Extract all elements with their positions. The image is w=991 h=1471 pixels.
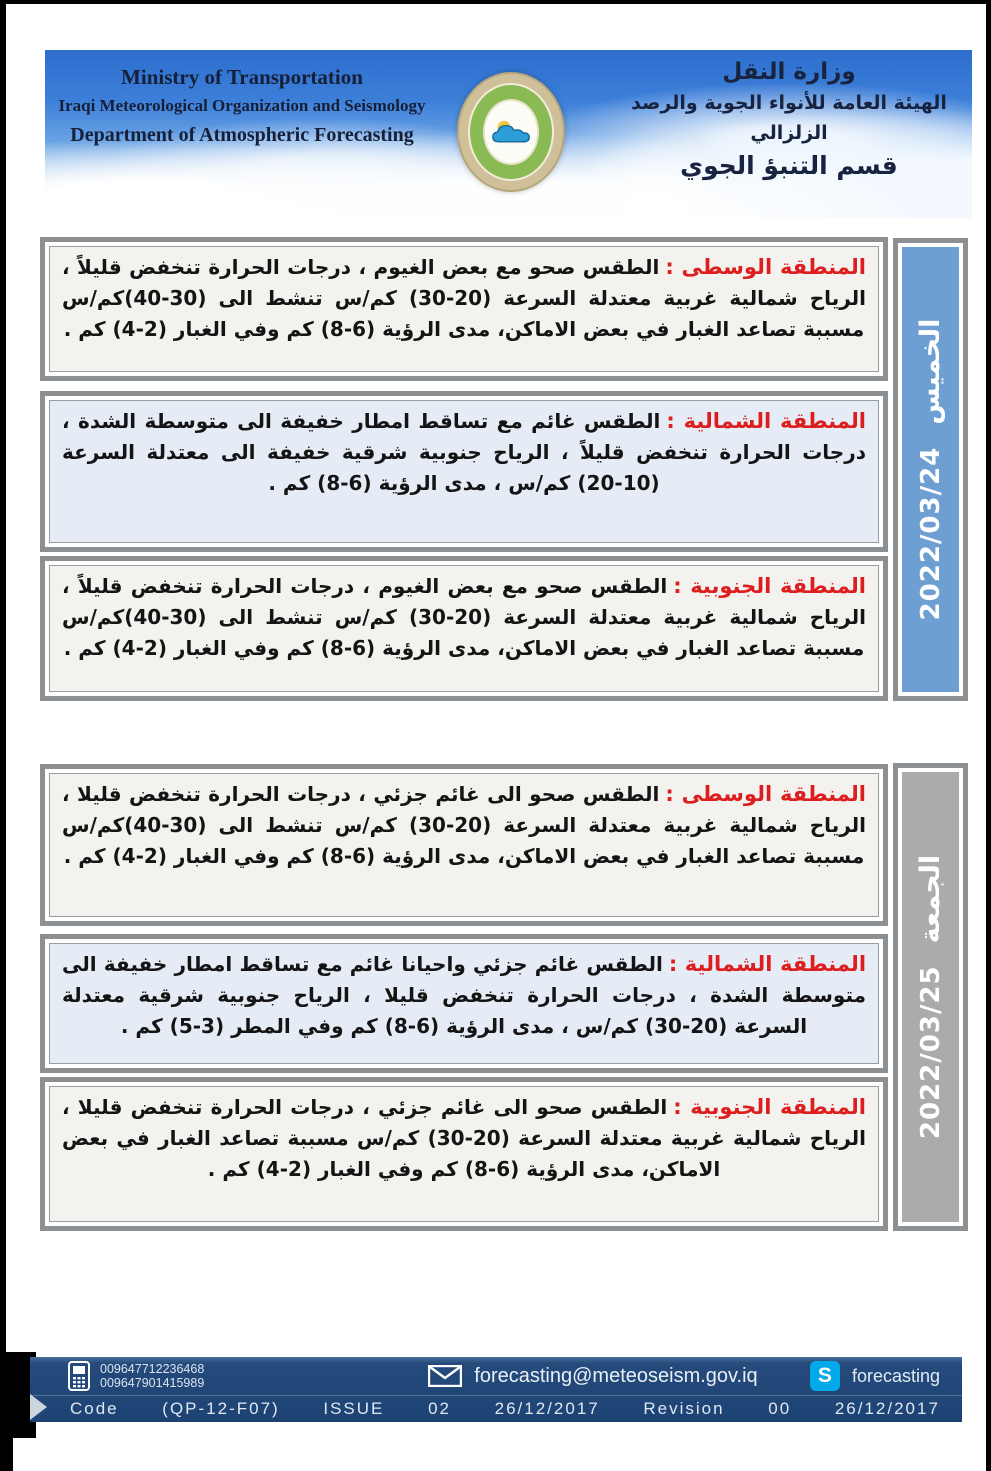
scan-edge-top: [0, 0, 991, 4]
forecast-box-southern-thursday: [40, 556, 888, 701]
day-tab-thursday: [893, 238, 968, 701]
department-title-arabic: قسم التنبؤ الجوي: [680, 151, 898, 180]
forecast-box-northern-friday: [40, 934, 888, 1073]
organization-logo: [457, 72, 565, 192]
day-date: 2022/03/25: [915, 965, 946, 1140]
email-contact: [428, 1365, 757, 1388]
region-title: المنطقة الشمالية :: [666, 409, 866, 433]
scan-notch-artifact: [30, 1394, 47, 1420]
scan-edge-bottom-left: [0, 1438, 13, 1471]
email-address: forecasting@meteoseism.gov.iq: [474, 1364, 758, 1387]
issue-number: 02: [428, 1399, 451, 1418]
code-id: (QP-12-F07): [162, 1399, 280, 1418]
ministry-title: Ministry of Transportation: [121, 65, 363, 89]
footer-contact-bar: [30, 1357, 962, 1422]
region-forecast-text: الطقس صحو الى غائم جزئي ، درجات الحرارة تنخفض قليلا ، الرياح شمالية غربية معتدلة السرعة (20-30) كم/س تنشط الى (30-40)كم/س مسببة تصاعد الغبار في بعض الاماكن، مدى الرؤية (6-8) كم وفي الغبار (2-4) كم .: [62, 782, 867, 868]
region-forecast-text: الطقس غائم جزئي واحيانا غائم مع تساقط امطار خفيفة الى متوسطة الشدة ، درجات الحرارة تنخفض قليلا ، الرياح جنوبية شرقية معتدلة السرعة (20-30) كم/س ، مدى الرؤية (6-8) كم وفي المطر (3-5) كم .: [62, 952, 866, 1038]
department-title: Department of Atmospheric Forecasting: [70, 124, 414, 146]
day-name: الجمعة: [915, 854, 946, 944]
organization-title-arabic: الهيئة العامة للأنواء الجوية والرصد الزلزالي: [631, 92, 947, 144]
revision-number: 00: [768, 1399, 792, 1418]
region-title: المنطقة الوسطى :: [665, 782, 866, 806]
phone-number-1: 009647712236468: [100, 1362, 205, 1376]
phone-icon: [68, 1361, 90, 1391]
forecast-box-central-thursday: [40, 237, 888, 381]
day-date: 2022/03/24: [915, 446, 946, 621]
region-title: المنطقة الشمالية :: [668, 952, 867, 976]
logo-green-ring: [468, 83, 554, 181]
region-title: المنطقة الوسطى :: [665, 255, 866, 279]
document-code-line: [30, 1395, 962, 1422]
skype-icon: S: [810, 1361, 840, 1391]
region-title: المنطقة الجنوبية :: [673, 574, 866, 598]
forecast-box-southern-friday: [40, 1077, 888, 1231]
scan-edge-right: [986, 0, 991, 1471]
revision-date: 26/12/2017: [834, 1399, 940, 1418]
day-tab-friday: [893, 763, 968, 1231]
issue-date: 26/12/2017: [494, 1399, 600, 1418]
header-english-block: [57, 62, 427, 150]
day-name: الخميس: [915, 318, 946, 425]
code-word: Code: [70, 1399, 119, 1418]
forecast-box-central-friday: [40, 764, 888, 926]
region-forecast-text: الطقس غائم مع تساقط امطار خفيفة الى متوسطة الشدة ، درجات الحرارة تنخفض قليلاً ، الرياح جنوبية شرقية خفيفة الى معتدلة السرعة (10-20) كم/س ، مدى الرؤية (6-8) كم .: [62, 409, 866, 495]
skype-contact: [810, 1361, 940, 1391]
envelope-icon: [428, 1365, 462, 1387]
header-arabic-block: [624, 56, 954, 184]
organization-title: Iraqi Meteorological Organization and Seismology: [58, 96, 426, 115]
ministry-title-arabic: وزارة النقل: [722, 59, 856, 85]
header-banner: [45, 50, 972, 218]
region-title: المنطقة الجنوبية :: [673, 1095, 866, 1119]
scan-edge-left: [0, 0, 6, 1471]
phone-number-2: 009647901415989: [100, 1376, 205, 1390]
issue-word: ISSUE: [323, 1399, 385, 1418]
region-forecast-text: الطقس صحو الى غائم جزئي ، درجات الحرارة تنخفض قليلا ، الرياح شمالية غربية معتدلة السرعة (20-30) كم/س مسببة تصاعد الغبار في بعض الاماكن، مدى الرؤية (6-8) كم وفي الغبار (2-4) كم .: [62, 1095, 867, 1181]
forecast-box-northern-thursday: [40, 391, 888, 552]
skype-username: forecasting: [851, 1365, 940, 1386]
phone-contact: [68, 1361, 204, 1391]
region-forecast-text: الطقس صحو مع بعض الغيوم ، درجات الحرارة تنخفض قليلاً ، الرياح شمالية غربية معتدلة السرعة (20-30) كم/س تنشط الى (30-40)كم/س مسببة تصاعد الغبار في بعض الاماكن، مدى الرؤية (6-8) كم وفي الغبار (2-4) كم .: [62, 255, 867, 341]
region-forecast-text: الطقس صحو مع بعض الغيوم ، درجات الحرارة تنخفض قليلاً ، الرياح شمالية غربية معتدلة السرعة (20-30) كم/س تنشط الى (30-40)كم/س مسببة تصاعد الغبار في بعض الاماكن، مدى الرؤية (6-8) كم وفي الغبار (2-4) كم .: [62, 574, 867, 660]
logo-cloud-sun-icon: [483, 99, 539, 165]
revision-word: Revision: [643, 1399, 725, 1418]
